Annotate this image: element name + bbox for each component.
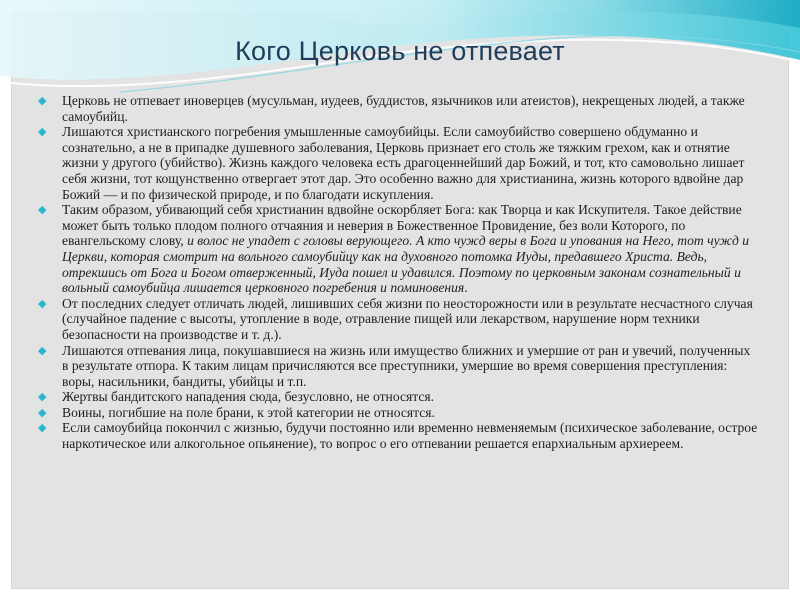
item-text: От последних следует отличать людей, лишивших себя жизни по неосторожности или в результате несчастного случая (случайное падение с высоты, утопление в воде, отравление пищей или лекарством, нарушение норм техники безопасности на производстве и т. д.). [62,295,753,342]
list-item [38,296,758,343]
item-text: Если самоубийца покончил с жизнью, будучи постоянно или временно невменяемым (психическое заболевание, острое наркотическое или алкогольное опьянение), то вопрос о его отпевании решается епархиальным архиереем. [62,420,758,452]
bullet-icon: ◆ [38,126,47,139]
item-text: Лишаются христианского погребения умышленные самоубийцы. Если самоубийство совершено обдуманно и сознательно, а не в припадке душевного заболевания, Церковь признает его столь же тяжким грехом, как и отнятие жизни у другого (убийство). Жизнь каждого человека есть драгоценнейший дар Божий, и тот, кто самовольно лишает себя жизни, тот кощунственно отвергает этот дар. Это особенно важно для христианина, жизнь которого вдвойне дар Божий — и по физической природе, и по благодати искупления. [62,124,745,202]
list-item [38,343,758,390]
slide-title: Кого Церковь не отпевает [235,36,565,66]
item-text: Таким образом, убивающий себя христианин вдвойне оскорбляет Бога: как Творца и как Искупителя. Такое действие может быть только плодом полного отчаяния и неверия в Божественное Провидение, без воли Которого, по евангельскому слову, [62,202,742,249]
item-text: Церковь не отпевает иноверцев (мусульман, иудеев, буддистов, язычников или атеистов), некрещеных людей, а также самоубийц. [62,93,745,124]
list-item [38,389,758,405]
list-item [38,93,758,124]
item-text: Лишаются отпевания лица, покушавшиеся на жизнь или имущество ближних и умершие от ран и увечий, полученных в результате отпора. К таким лицам причисляются все преступники, умершие во время совершения преступления: воры, насильники, бандиты, убийцы и т.п. [62,342,751,389]
item-text: Жертвы бандитского нападения сюда, безусловно, не относятся. [62,389,435,405]
bullet-list [38,93,758,452]
item-text: Воины, погибшие на поле брани, к этой категории не относятся. [62,404,435,420]
list-item [38,124,758,202]
list-item [38,420,758,451]
bullet-icon: ◆ [38,391,47,404]
bullet-icon: ◆ [38,95,47,107]
bullet-icon: ◆ [38,422,47,435]
list-item [38,202,758,296]
item-text: . [464,280,468,296]
bullet-icon: ◆ [38,406,47,419]
list-item [38,405,758,421]
bullet-icon: ◆ [38,344,47,357]
italic-text: и волос не упадет с головы верующего. А кто чужд веры в Бога и упования на Него, тот чужд и Церкви, которая смотрит на вольного самоубийцу как на духовного потомка Иуды, предавшего Христа. Ведь, отрекшись от Бога и Богом отверженный, Иуда пошел и удавился. Поэтому по церковным законам сознательный и вольный самоубийца лишается церковного погребения и поминовения [62,233,750,296]
bullet-icon: ◆ [38,204,47,217]
bullet-icon: ◆ [38,297,47,310]
